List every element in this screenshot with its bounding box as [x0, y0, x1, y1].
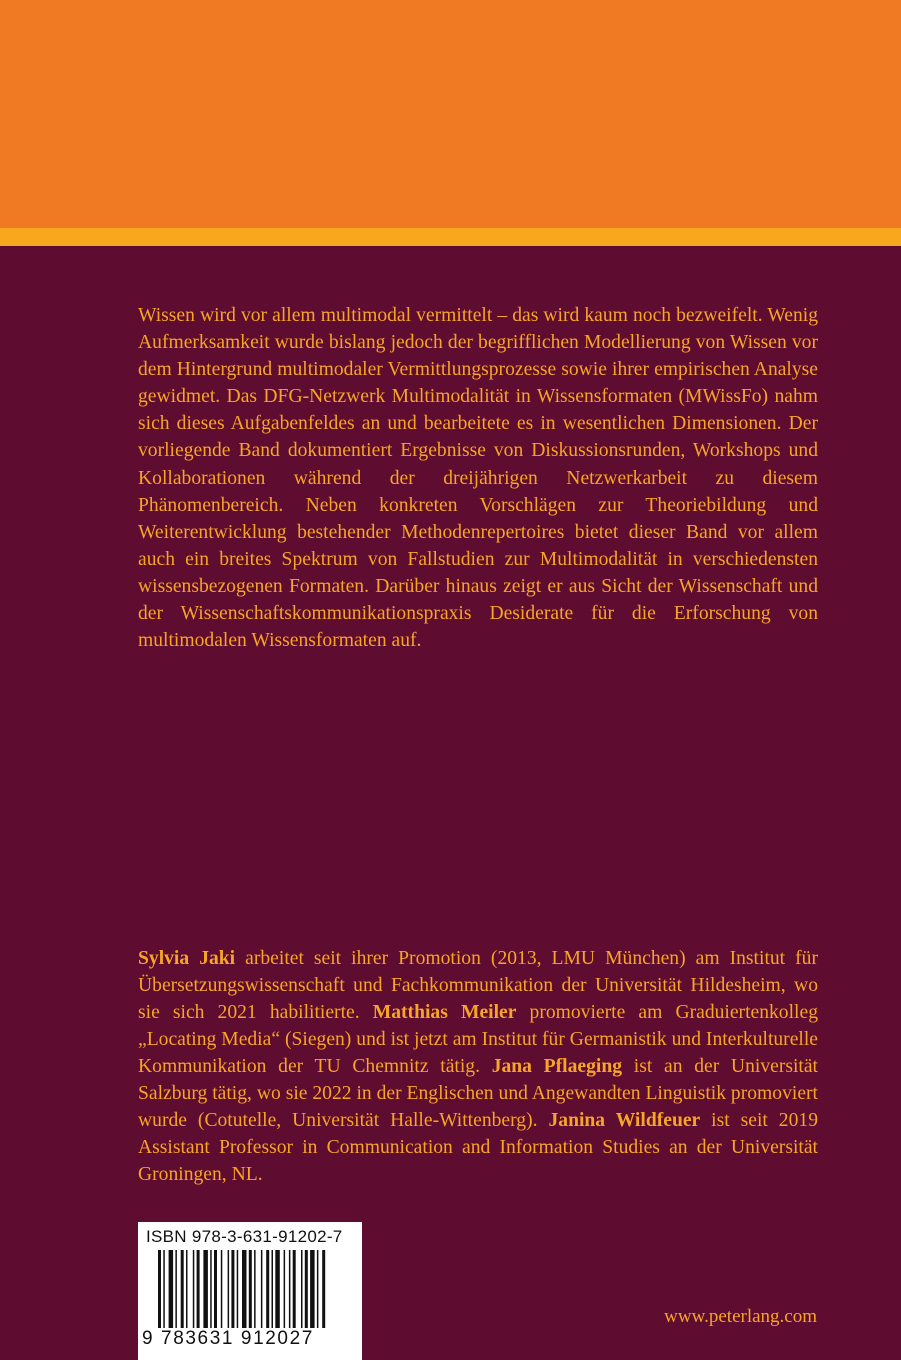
author-bio-text: promovierte am Graduiertenkolleg „Locating Media“ (Siegen) und ist jetzt am Institut für Germanistik und Interkulturelle Kommunikation der TU Chemnitz tätig.: [138, 1001, 818, 1077]
barcode-bar: [193, 1250, 195, 1328]
barcode-bar: [210, 1250, 212, 1328]
author-name: Sylvia Jaki: [138, 947, 236, 969]
barcode-bar: [214, 1250, 217, 1328]
barcode-bar: [158, 1250, 161, 1328]
barcode-bar: [186, 1250, 188, 1328]
barcode-bar: [169, 1250, 174, 1328]
author-bio-text: ist an der Universität Salzburg tätig, wo sie 2022 in der Englischen und Angewandten Linguistik promoviert wurde (Cotutelle, Universität Halle-Wittenberg).: [138, 1055, 818, 1132]
barcode-bar: [228, 1250, 230, 1328]
barcode-bar: [163, 1250, 165, 1328]
barcode-bar: [197, 1250, 200, 1328]
barcode-bar: [305, 1250, 308, 1328]
barcode-bar: [237, 1250, 239, 1328]
isbn-label: ISBN 978-3-631-91202-7: [146, 1227, 343, 1246]
isbn-barcode: [138, 1222, 362, 1360]
barcode-bar: [221, 1250, 223, 1328]
barcode-bar: [275, 1250, 280, 1328]
barcode-bar: [284, 1250, 286, 1328]
barcode-bar: [261, 1250, 263, 1328]
author-bios: [138, 945, 818, 1189]
barcode-bar: [317, 1250, 319, 1328]
book-description: [138, 302, 818, 654]
barcode-bar: [231, 1250, 234, 1328]
accent-stripe: [0, 228, 901, 246]
author-bio-text: arbeitet seit ihrer Promotion (2013, LMU München) am Institut für Übersetzungswissenschaft und Fachkommunikation der Universität Hildesheim, wo sie sich 2021 habilitierte.: [138, 947, 818, 1023]
publisher-website: www.peterlang.com: [664, 1306, 817, 1327]
barcode-bar: [266, 1250, 269, 1328]
barcode-bar: [272, 1250, 274, 1328]
barcode-bar: [249, 1250, 252, 1328]
barcode-bar: [181, 1250, 184, 1328]
author-bio-text: ist seit 2019 Assistant Professor in Communication and Information Studies an der Universität Groningen, NL.: [138, 1110, 818, 1186]
barcode-bar: [254, 1250, 256, 1328]
author-name: Matthias Meiler: [372, 1001, 517, 1023]
barcode-bar: [322, 1250, 325, 1328]
author-name: Janina Wildfeuer: [548, 1110, 701, 1132]
barcode-bar: [242, 1250, 247, 1328]
top-orange-band: [0, 0, 901, 228]
barcode-digits: 9 783631 912027: [142, 1328, 314, 1349]
barcode-bar: [293, 1250, 296, 1328]
barcode-bar: [289, 1250, 291, 1328]
barcode-bar: [301, 1250, 303, 1328]
description-text: Wissen wird vor allem multimodal vermittelt – das wird kaum noch bezweifelt. Wenig Aufmerksamkeit wurde bislang jedoch der begrifflichen Modellierung von Wissen vor dem Hintergrund multimodaler Vermittlungsprozesse sowie ihrer empirischen Analyse gewidmet. Das DFG-Netzwerk Multimodalität in Wissensformaten (MWissFo) nahm sich dieses Aufgabenfeldes an und bearbeitete es in wesentlichen Dimensionen. Der vorliegende Band dokumentiert Ergebnisse von Diskussionsrunden, Workshops und Kollaborationen während der dreijährigen Netzwerkarbeit zu diesem Phänomenbereich. Neben konkreten Vorschlägen zur Theoriebildung und Weiterentwicklung bestehender Methodenrepertoires bietet dieser Band vor allem auch ein breites Spektrum von Fallstudien zur Multimodalität in verschiedensten wissensbezogenen Formaten. Darüber hinaus zeigt er aus Sicht der Wissenschaft und der Wissenschaftskommunikationspraxis Desiderate für die Erforschung von multimodalen Wissensformaten auf.: [138, 305, 818, 652]
barcode-bar: [175, 1250, 177, 1328]
barcode-bar: [310, 1250, 315, 1328]
barcode-bar: [203, 1250, 208, 1328]
author-name: Jana Pflaeging: [491, 1055, 623, 1077]
